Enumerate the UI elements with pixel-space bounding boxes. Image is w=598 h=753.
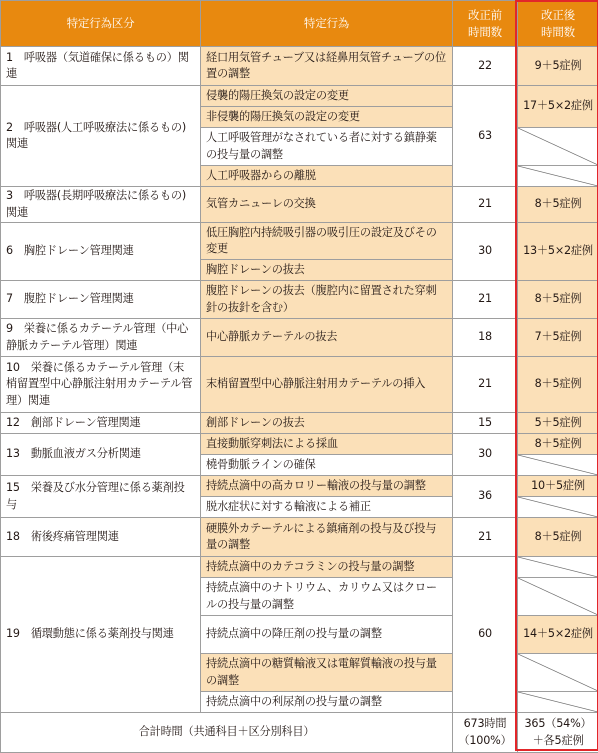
- header-after-l2: 時間数: [541, 25, 575, 39]
- header-row: [1, 1, 598, 47]
- action-cell: 人工呼吸管理がなされている者に対する鎮静薬の投与量の調整: [201, 128, 453, 166]
- before-hours: 21: [453, 281, 518, 319]
- category-cell: 2 呼吸器(人工呼吸療法に係るもの)関連: [1, 86, 201, 187]
- table-row: [1, 223, 598, 260]
- action-cell: 人工呼吸器からの離脱: [201, 166, 453, 187]
- header-action: 特定行為: [201, 1, 453, 47]
- before-hours: 63: [453, 86, 518, 187]
- after-hours: 9＋5症例: [518, 47, 598, 86]
- action-cell: 持続点滴中の糖質輸液又は電解質輸液の投与量の調整: [201, 654, 453, 692]
- action-cell: 中心静脈カテーテルの抜去: [201, 319, 453, 357]
- table-row: [1, 357, 598, 413]
- action-cell: 胸腔ドレーンの抜去: [201, 260, 453, 281]
- after-hours: 13＋5×2症例: [518, 223, 598, 281]
- table-row: [1, 413, 598, 434]
- category-cell: 9 栄養に係るカテーテル管理（中心静脈カテーテル管理）関連: [1, 319, 201, 357]
- after-hours-empty: [518, 578, 598, 616]
- before-hours: 22: [453, 47, 518, 86]
- category-cell: 12 創部ドレーン管理関連: [1, 413, 201, 434]
- action-cell: 橈骨動脈ラインの確保: [201, 455, 453, 476]
- category-cell: 3 呼吸器(長期呼吸療法に係るもの)関連: [1, 187, 201, 223]
- table-row: [1, 434, 598, 455]
- before-hours: 18: [453, 319, 518, 357]
- category-cell: 1 呼吸器（気道確保に係るもの）関連: [1, 47, 201, 86]
- before-hours: 21: [453, 518, 518, 557]
- header-category: 特定行為区分: [1, 1, 201, 47]
- table-row: [1, 281, 598, 319]
- after-hours-empty: [518, 497, 598, 518]
- action-cell: 非侵襲的陽圧換気の設定の変更: [201, 107, 453, 128]
- action-cell: 直接動脈穿刺法による採血: [201, 434, 453, 455]
- action-cell: 低圧胸腔内持続吸引器の吸引圧の設定及びその変更: [201, 223, 453, 260]
- before-hours: 60: [453, 557, 518, 713]
- action-cell: 持続点滴中のナトリウム、カリウム又はクロールの投与量の調整: [201, 578, 453, 616]
- header-after: [518, 1, 598, 47]
- after-hours: 7＋5症例: [518, 319, 598, 357]
- after-hours: 8＋5症例: [518, 357, 598, 413]
- action-cell: 侵襲的陽圧換気の設定の変更: [201, 86, 453, 107]
- action-cell: 脱水症状に対する輸液による補正: [201, 497, 453, 518]
- after-hours-empty: [518, 455, 598, 476]
- table-row: [1, 86, 598, 107]
- action-cell: 硬膜外カテーテルによる鎮痛剤の投与及び投与量の調整: [201, 518, 453, 557]
- after-hours-empty: [518, 557, 598, 578]
- before-hours: 15: [453, 413, 518, 434]
- total-before: 673時間（100%）: [453, 713, 518, 753]
- action-cell: 持続点滴中の降圧剤の投与量の調整: [201, 616, 453, 654]
- action-cell: 持続点滴中の利尿剤の投与量の調整: [201, 692, 453, 713]
- category-cell: 13 動脈血液ガス分析関連: [1, 434, 201, 476]
- action-cell: 気管カニューレの交換: [201, 187, 453, 223]
- after-hours: 8＋5症例: [518, 434, 598, 455]
- action-cell: 持続点滴中のカテコラミンの投与量の調整: [201, 557, 453, 578]
- after-hours-empty: [518, 692, 598, 713]
- total-row: [1, 713, 598, 753]
- table-row: [1, 518, 598, 557]
- before-hours: 30: [453, 434, 518, 476]
- category-cell: 6 胸腔ドレーン管理関連: [1, 223, 201, 281]
- after-hours: 10＋5症例: [518, 476, 598, 497]
- after-hours-empty: [518, 166, 598, 187]
- after-hours-empty: [518, 128, 598, 166]
- action-cell: 創部ドレーンの抜去: [201, 413, 453, 434]
- header-before-l2: 時間数: [468, 25, 502, 39]
- after-hours: 17＋5×2症例: [518, 86, 598, 128]
- table-row: [1, 319, 598, 357]
- action-cell: 経口用気管チューブ又は経鼻用気管チューブの位置の調整: [201, 47, 453, 86]
- category-cell: 18 術後疼痛管理関連: [1, 518, 201, 557]
- after-hours-empty: [518, 654, 598, 692]
- table-row: [1, 476, 598, 497]
- total-label: 合計時間（共通科目＋区分別科目）: [1, 713, 453, 753]
- category-cell: 15 栄養及び水分管理に係る薬剤投与: [1, 476, 201, 518]
- header-after-l1: 改正後: [541, 8, 575, 22]
- table-row: [1, 47, 598, 86]
- category-cell: 10 栄養に係るカテーテル管理（末梢留置型中心静脈注射用カテーテル管理）関連: [1, 357, 201, 413]
- before-hours: 21: [453, 357, 518, 413]
- table-row: [1, 557, 598, 578]
- before-hours: 21: [453, 187, 518, 223]
- category-cell: 7 腹腔ドレーン管理関連: [1, 281, 201, 319]
- action-cell: 持続点滴中の高カロリー輸液の投与量の調整: [201, 476, 453, 497]
- before-hours: 36: [453, 476, 518, 518]
- after-hours: 8＋5症例: [518, 187, 598, 223]
- header-before-l1: 改正前: [468, 8, 502, 22]
- total-after: 365（54%）＋各5症例: [518, 713, 598, 753]
- after-hours: 8＋5症例: [518, 281, 598, 319]
- table-row: [1, 187, 598, 223]
- action-cell: 末梢留置型中心静脈注射用カテーテルの挿入: [201, 357, 453, 413]
- after-hours: 14＋5×2症例: [518, 616, 598, 654]
- before-hours: 30: [453, 223, 518, 281]
- after-hours: 5＋5症例: [518, 413, 598, 434]
- header-before: [453, 1, 518, 47]
- category-cell: 19 循環動態に係る薬剤投与関連: [1, 557, 201, 713]
- action-cell: 腹腔ドレーンの抜去（腹腔内に留置された穿刺針の抜針を含む）: [201, 281, 453, 319]
- after-hours: 8＋5症例: [518, 518, 598, 557]
